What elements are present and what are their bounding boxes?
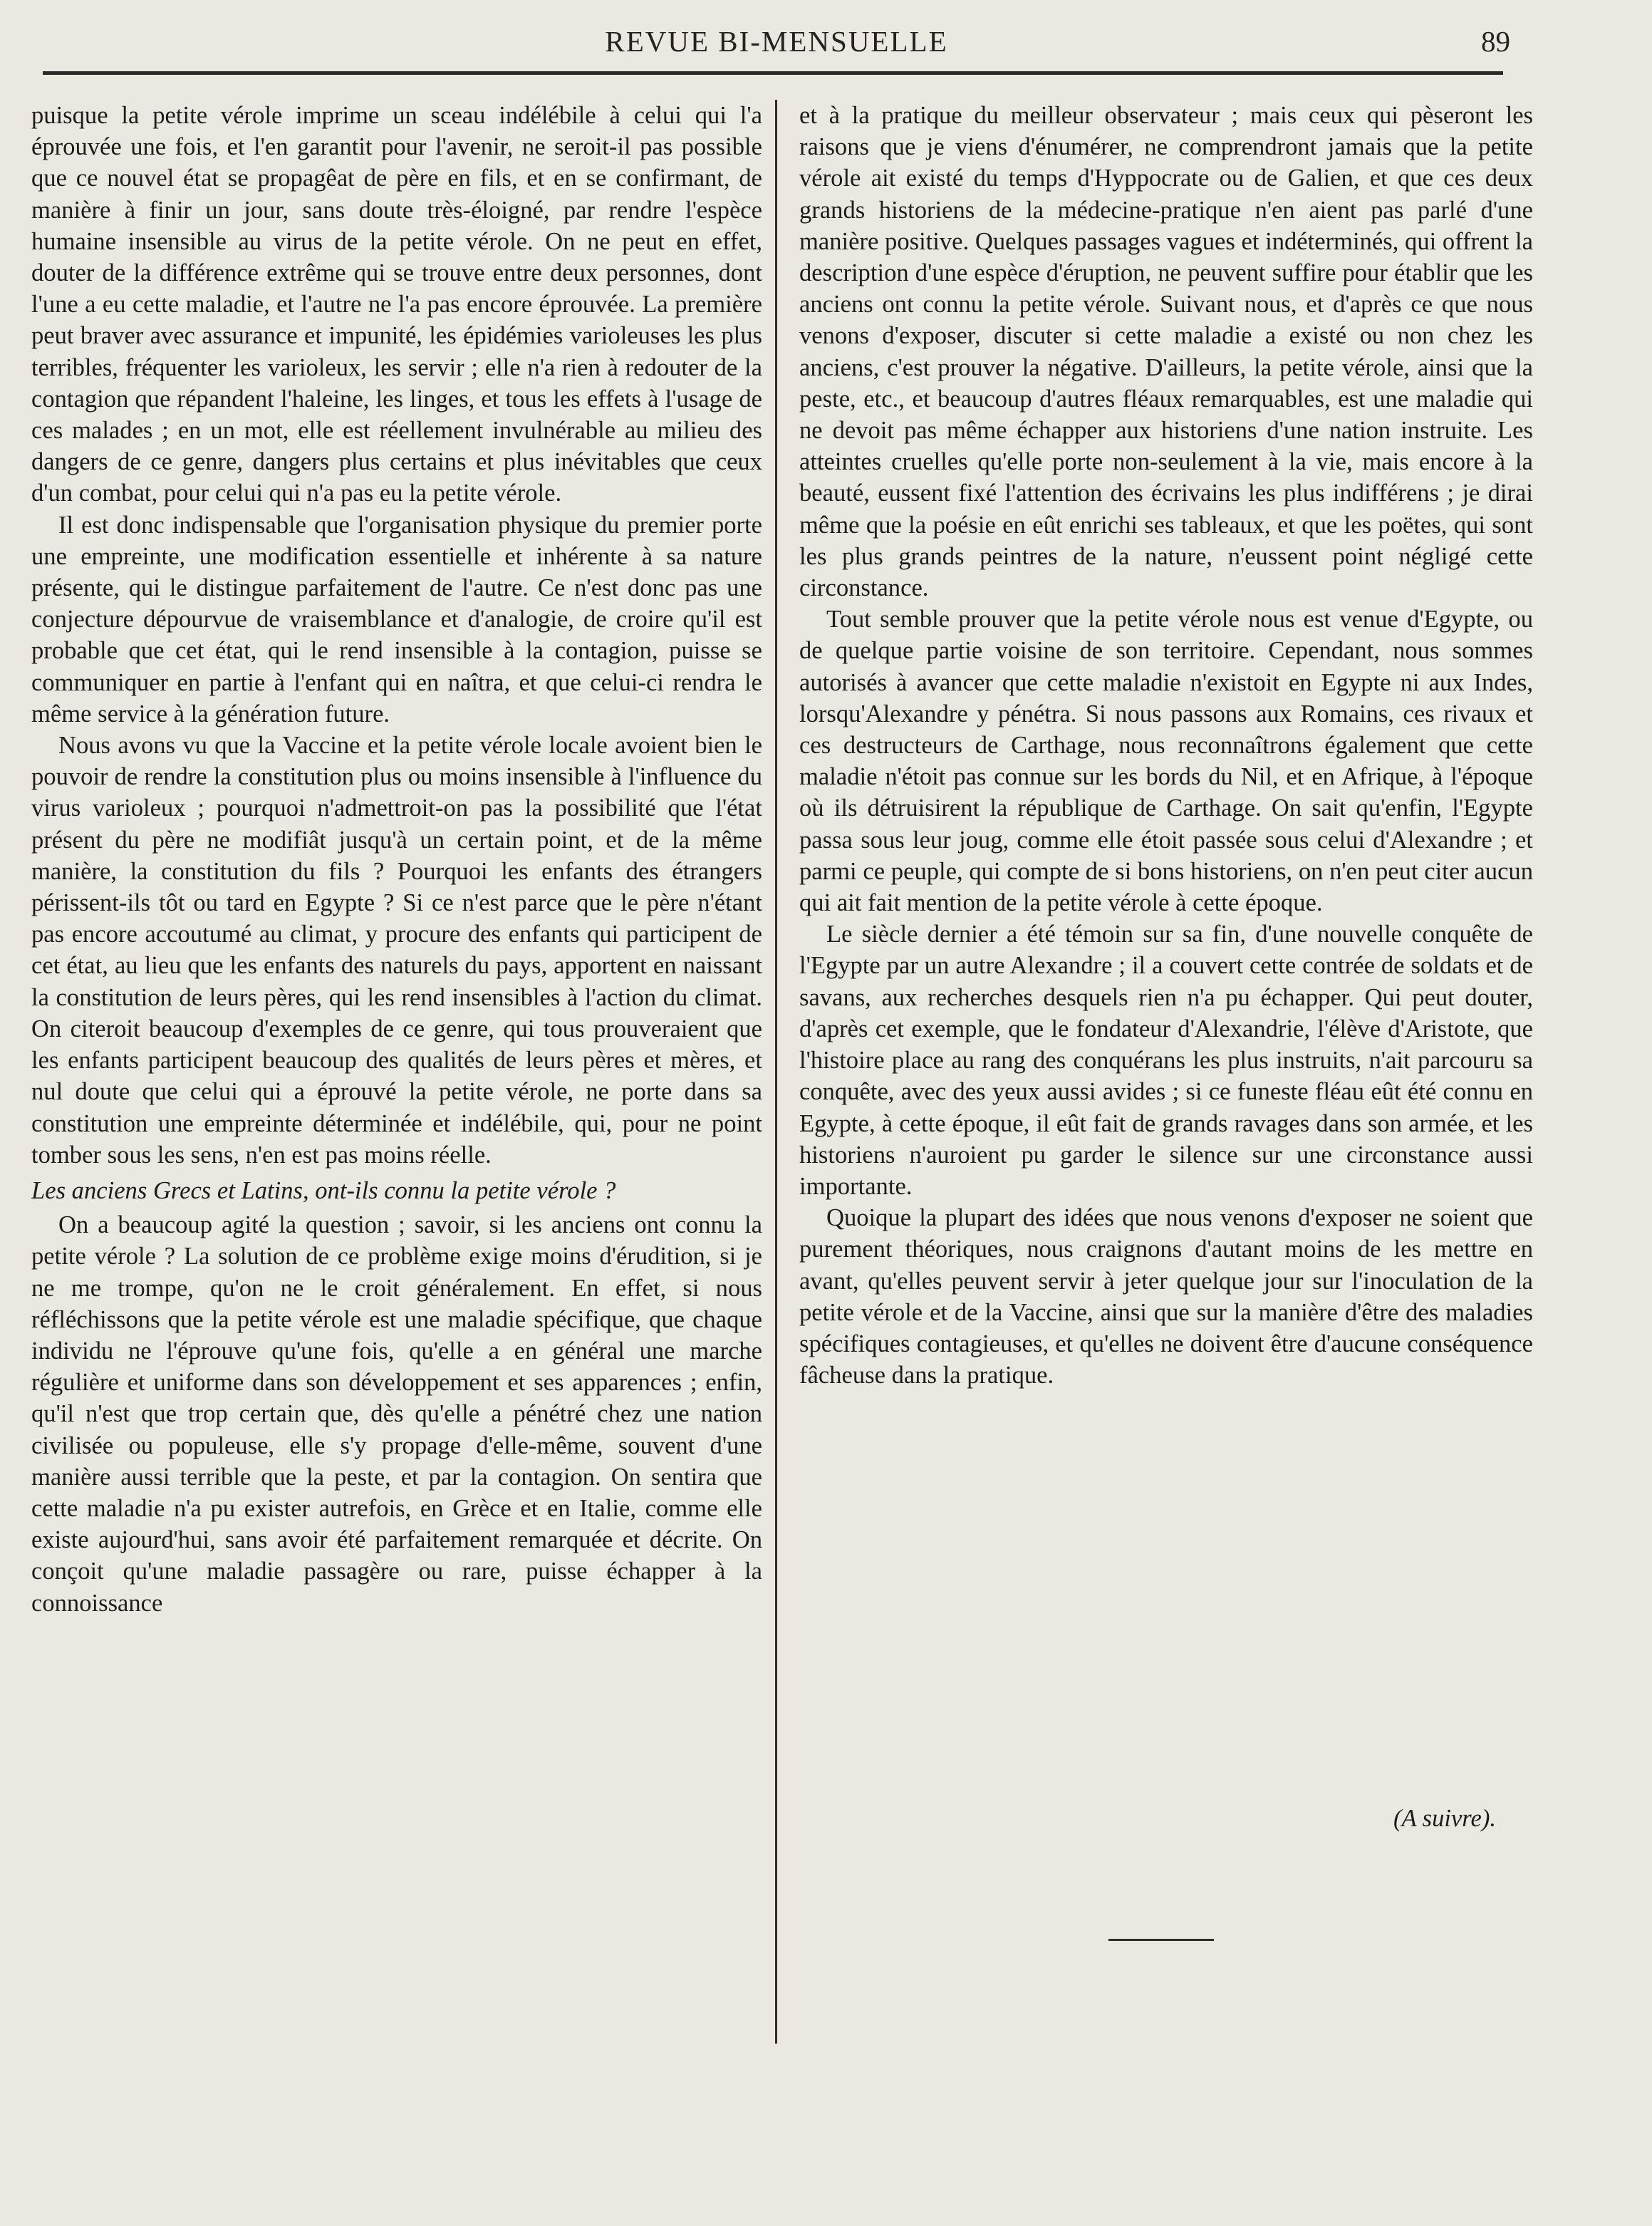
paragraph: On a beaucoup agité la question ; savoir, si les anciens ont connu la petite vérole ? La solution de ce problème exige moins d'érudition, si je ne me trompe, qu'on ne le croit généralement. En effet, si nous réfléchissons que la petite vérole est une maladie spécifique, que chaque individu ne l'éprouve qu'une fois, qu'elle a en général une marche régulière et uniforme dans son développement et ses apparences ; enfin, qu'il n'est que trop certain que, dès qu'elle a pénétré chez une nation civilisée ou populeuse, elle s'y propage d'elle-même, souvent d'une manière aussi terrible que la peste, et par la contagion. On sentira que cette maladie n'a pu exister autrefois, en Grèce et en Italie, comme elle existe aujourd'hui, sans avoir été parfaitement remarquée et décrite. On conçoit qu'une maladie passagère ou rare, puisse échapper à la connoissance: [31, 1211, 762, 1617]
paragraph: Il est donc indispensable que l'organisation physique du premier porte une empreinte, une modification essentielle et inhérente à sa nature présente, qui le distingue parfaitement de l'autre. Ce n'est donc pas une conjecture dépourvue de vraisemblance et d'analogie, de croire qu'il est probable que cet état, qui le rend insensible à la contagion, puisse se communiquer en partie à l'enfant qui en naîtra, et que celui-ci rendra le même service à la génération future.: [31, 511, 762, 728]
page-header: [43, 21, 1510, 64]
paragraph: Le siècle dernier a été témoin sur sa fin, d'une nouvelle conquête de l'Egypte par un autre Alexandre ; il a couvert cette contrée de soldats et de savans, aux recherches desquels rien n'a pu échapper. Qui peut douter, d'après cet exemple, que le fondateur d'Alexandrie, l'élève d'Aristote, que l'histoire place au rang des conquérans les plus instruits, n'ait parcouru sa conquête, avec des yeux aussi avides ; si ce funeste fléau eût été connu en Egypte, à cette époque, il eût fait de grands ravages dans son armée, et les historiens n'auroient pu garder le silence sur une circonstance aussi importante.: [799, 921, 1533, 1200]
paragraph: Nous avons vu que la Vaccine et la petite vérole locale avoient bien le pouvoir de rendre la constitution plus ou moins insensible à l'influence du virus varioleux ; pourquoi n'admettroit-on pas la possibilité que l'état présent du père ne modifiât jusqu'à un certain point, et de la même manière, la constitution du fils ? Pourquoi les enfants des étrangers périssent-ils tôt ou tard en Egypte ? Si ce n'est parce que le père n'étant pas encore accoutumé au climat, y procure des enfants qui participent de cet état, au lieu que les enfants des naturels du pays, apportent en naissant la constitution de leurs pères, qui les rend insensibles à l'action du climat. On citeroit beaucoup d'exemples de ce genre, qui tous prouveraient que les enfants participent beaucoup des qualités de leurs pères et mères, et nul doute que celui qui a éprouvé la petite vérole, ne porte dans sa constitution une empreinte déterminée et indélébile, qui, pour ne point tomber sous les sens, n'en est pas moins réelle.: [31, 732, 762, 1169]
paragraph: Quoique la plupart des idées que nous venons d'exposer ne soient que purement théoriques, nous craignons d'autant moins de les mettre en avant, qu'elles peuvent servir à jeter quelque jour sur l'inoculation de la petite vérole et de la Vaccine, ainsi que sur la manière d'être des maladies spécifiques contagieuses, et qu'elles ne doivent être d'aucune conséquence fâcheuse dans la pratique.: [799, 1204, 1533, 1389]
section-heading: Les anciens Grecs et Latins, ont-ils connu la petite vérole ?: [31, 1176, 616, 1204]
running-title: REVUE BI-MENSUELLE: [605, 25, 948, 58]
paragraph: puisque la petite vérole imprime un sceau indélébile à celui qui l'a éprouvée une fois, et l'en garantit pour l'avenir, ne seroit-il pas possible que ce nouvel état se propagêat de père en fils, et en se confirmant, de manière à finir un jour, sans doute très-éloigné, par rendre l'espèce humaine insensible au virus de la petite vérole. On ne peut en effet, douter de la différence extrême qui se trouve entre deux personnes, dont l'une a eu cette maladie, et l'autre ne l'a pas encore éprouvée. La première peut braver avec assurance et impunité, les épidémies varioleuses les plus terribles, fréquenter les varioleux, les servir ; elle n'a rien à redouter de la contagion que répandent l'haleine, les linges, et tous les effets à l'usage de ces malades ; en un mot, elle est réellement invulnérable au milieu des dangers de ce genre, dangers plus certains et plus inévitables que ceux d'un combat, pour celui qui n'a pas eu la petite vérole.: [31, 102, 762, 507]
left-column: [31, 100, 762, 1619]
end-rule: [1108, 1939, 1214, 1941]
paragraph: Tout semble prouver que la petite vérole nous est venue d'Egypte, ou de quelque partie voisine de son territoire. Cependant, nous sommes autorisés à avancer que cette maladie n'existoit en Egypte ni aux Indes, lorsqu'Alexandre y pénétra. Si nous passons aux Romains, ces rivaux et ces destructeurs de Carthage, nous reconnaîtrons également que cette maladie n'étoit pas connue sur les bords du Nil, et en Afrique, à l'époque où ils détruisirent la république de Carthage. On sait qu'enfin, l'Egypte passa sous leur joug, comme elle étoit passée sous celui d'Alexandre ; et parmi ce peuple, qui compte de si bons historiens, on n'en peut citer aucun qui ait fait mention de la petite vérole à cette époque.: [799, 606, 1533, 917]
right-column: [799, 100, 1533, 1391]
page-number: 89: [1481, 25, 1510, 58]
header-rule: [43, 71, 1503, 75]
column-divider: [775, 100, 777, 2044]
paragraph: et à la pratique du meilleur observateur ; mais ceux qui pèseront les raisons que je viens d'énumérer, ne comprendront jamais que la petite vérole ait existé du temps d'Hyppocrate ou de Galien, et que ces deux grands historiens de la médecine-pratique n'en aient pas parlé d'une manière positive. Quelques passages vagues et indéterminés, qui offrent la description d'une espèce d'éruption, ne peuvent suffire pour établir que les anciens ont connu la petite vérole. Suivant nous, et d'après ce que nous venons d'exposer, discuter si cette maladie a existé ou non chez les anciens, c'est prouver la négative. D'ailleurs, la petite vérole, ainsi que la peste, etc., et beaucoup d'autres fléaux remarquables, est une maladie qui ne devoit pas même échapper aux historiens d'une nation instruite. Les atteintes cruelles qu'elle porte non-seulement à la vie, mais encore à la beauté, eussent fixé l'attention des écrivains les plus indifférens ; je dirai même que la poésie en eût enrichi ses tableaux, et que les poëtes, qui sont les plus grands peintres de la nature, n'eussent point négligé cette circonstance.: [799, 102, 1533, 602]
to-be-continued-note: (A suivre).: [1393, 1805, 1496, 1832]
